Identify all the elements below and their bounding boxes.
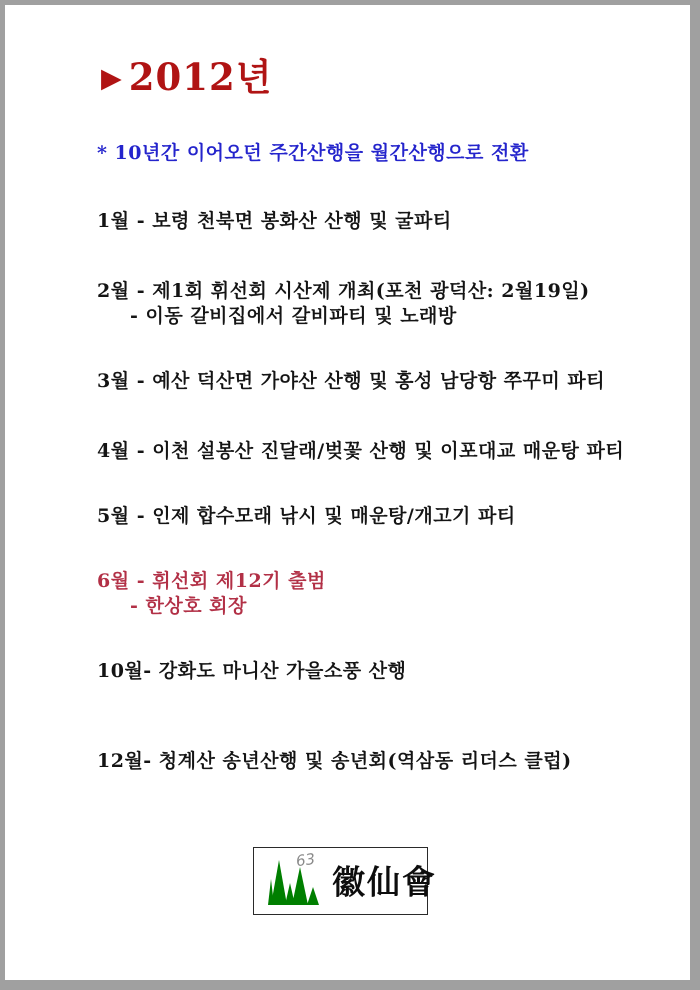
club-logo-inner — [254, 848, 437, 914]
entry-october — [97, 659, 406, 684]
entry-may — [97, 504, 516, 529]
triangle-marker-icon: ▶ — [101, 62, 122, 94]
entry-line: 10월- 강화도 마니산 가을소풍 산행 — [97, 660, 407, 682]
entry-line: 3월 - 예산 덕산면 가야산 산행 및 홍성 남당항 쭈꾸미 파티 — [97, 370, 606, 392]
entry-line: 1월 - 보령 천북면 봉화산 산행 및 굴파티 — [97, 210, 452, 232]
entry-line: - 한상호 회장 — [130, 595, 247, 617]
page-title-row — [101, 57, 273, 98]
club-logo — [253, 847, 437, 915]
entry-june-highlighted — [97, 569, 326, 619]
entry-line: 4월 - 이천 설봉산 진달래/벚꽃 산행 및 이포대교 매운탕 파티 — [97, 440, 625, 462]
entry-january — [97, 209, 452, 234]
entry-line: 2월 - 제1회 휘선회 시산제 개최(포천 광덕산: 2월19일) — [97, 280, 590, 302]
entry-line: - 이동 갈비집에서 갈비파티 및 노래방 — [130, 305, 457, 327]
logo-number: 63 — [294, 849, 317, 871]
page-title: 2012년 — [128, 55, 273, 99]
entry-april — [97, 439, 624, 464]
entry-march — [97, 369, 605, 394]
entry-line: 6월 - 휘선회 제12기 출범 — [97, 570, 326, 592]
entry-february — [97, 279, 590, 329]
entry-line: 5월 - 인제 합수모래 낚시 및 매운탕/개고기 파티 — [97, 505, 516, 527]
note-line: * 10년간 이어오던 주간산행을 월간산행으로 전환 — [97, 142, 529, 164]
logo-calligraphy: 徽仙會 — [332, 862, 437, 902]
entry-line: 12월- 청계산 송년산행 및 송년회(역삼동 리더스 클럽) — [97, 750, 572, 772]
entry-december — [97, 749, 572, 774]
